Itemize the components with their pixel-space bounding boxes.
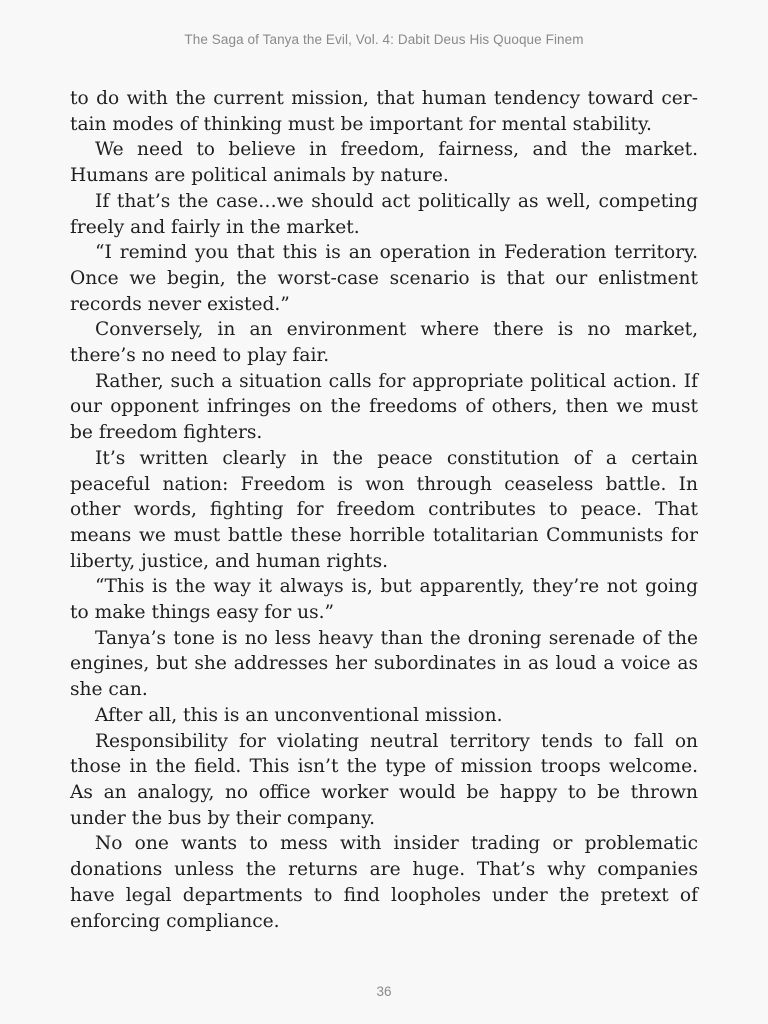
paragraph: Conversely, in an environment where there is no market, there’s no need to play fair. — [70, 319, 698, 367]
paragraph: If that’s the case…we should act politically as well, competing freely and fairly in the market. — [70, 190, 698, 238]
paragraph: Responsibility for violating neutral territory tends to fall on those in the field. This isn’t the type of mission troops welcome. As an analogy, no office worker would be happy to be thrown under the bus by their company. — [70, 730, 698, 829]
page-number: 36 — [376, 984, 392, 999]
book-title-header: The Saga of Tanya the Evil, Vol. 4: Dabit Deus His Quoque Finem — [184, 32, 584, 47]
paragraph: “This is the way it always is, but apparently, they’re not going to make things easy for us.” — [70, 576, 698, 624]
paragraph: “I remind you that this is an operation in Federation territory. Once we begin, the worst-case scenario is that our enlistment records never existed.” — [70, 242, 698, 315]
paragraph: No one wants to mess with insider trading or problematic donations unless the returns are huge. That’s why companies have legal departments to find loopholes under the pretext of enforcing compliance. — [70, 833, 698, 932]
paragraph: Rather, such a situation calls for appropriate political action. If our opponent infringes on the freedoms of others, then we must be freedom fighters. — [70, 370, 698, 444]
paragraph-continuation: to do with the current mission, that human tendency toward certain modes of thinking must be important for mental stability. — [70, 88, 698, 135]
paragraph: Tanya’s tone is no less heavy than the droning serenade of the engines, but she addresses her subordinates in as loud a voice as she can. — [70, 627, 698, 701]
paragraph: It’s written clearly in the peace constitution of a certain peaceful nation: Freedom is won through ceaseless battle. In other words, fighting for freedom contributes to peace. That means we must battle these horrible totalitarian Communists for liberty, justice, and human rights. — [70, 447, 698, 572]
paragraph: After all, this is an unconventional mission. — [95, 704, 503, 726]
paragraph: We need to believe in freedom, fairness, and the market. Humans are political animals by nature. — [70, 139, 698, 187]
page-body-text — [70, 86, 698, 934]
